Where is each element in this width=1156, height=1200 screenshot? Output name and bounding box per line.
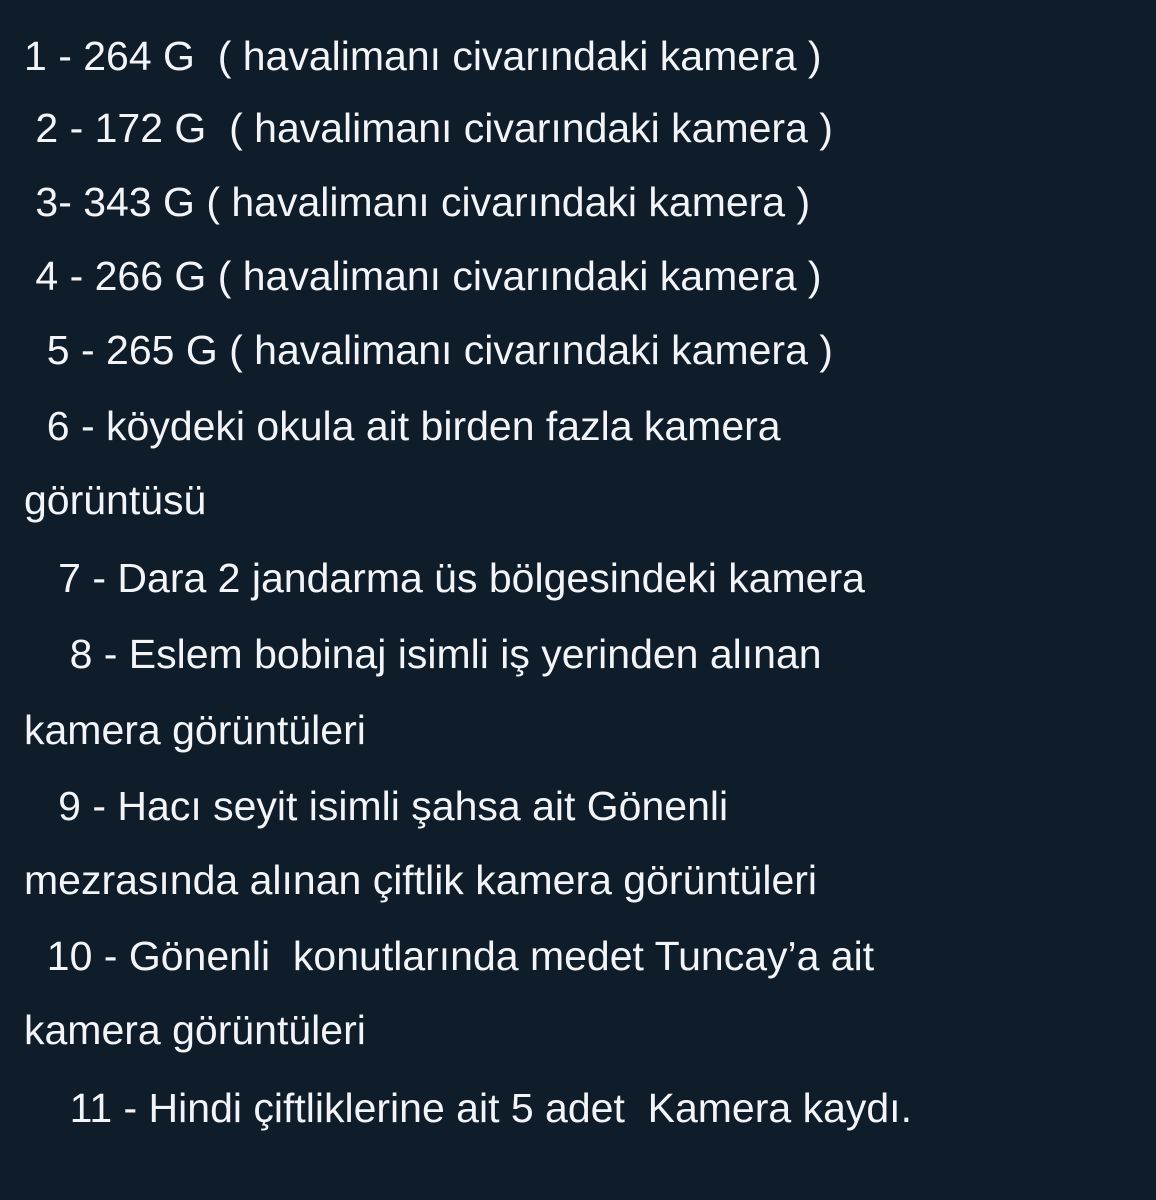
note-line: 2 - 172 G ( havalimanı civarındaki kamera )	[24, 105, 833, 151]
note-line: 9 - Hacı seyit isimli şahsa ait Gönenli	[24, 783, 729, 829]
note-line: kamera görüntüleri	[24, 707, 366, 753]
note-line: 5 - 265 G ( havalimanı civarındaki kamera )	[24, 327, 833, 373]
note-line: 10 - Gönenli konutlarında medet Tuncay’a ait	[24, 933, 875, 979]
note-line: 7 - Dara 2 jandarma üs bölgesindeki kamera	[24, 555, 865, 601]
note-line: 3- 343 G ( havalimanı civarındaki kamera )	[24, 179, 811, 225]
note-line: 6 - köydeki okula ait birden fazla kamera	[24, 403, 781, 449]
note-line: 4 - 266 G ( havalimanı civarındaki kamera )	[24, 253, 822, 299]
note-line: mezrasında alınan çiftlik kamera görüntüleri	[24, 857, 818, 903]
note-line: 11 - Hindi çiftliklerine ait 5 adet Kamera kaydı.	[24, 1085, 912, 1131]
note-line: 8 - Eslem bobinaj isimli iş yerinden alınan	[24, 631, 822, 677]
note-line: görüntüsü	[24, 477, 207, 523]
note-line: 1 - 264 G ( havalimanı civarındaki kamera )	[24, 33, 822, 79]
note-line: kamera görüntüleri	[24, 1007, 366, 1053]
